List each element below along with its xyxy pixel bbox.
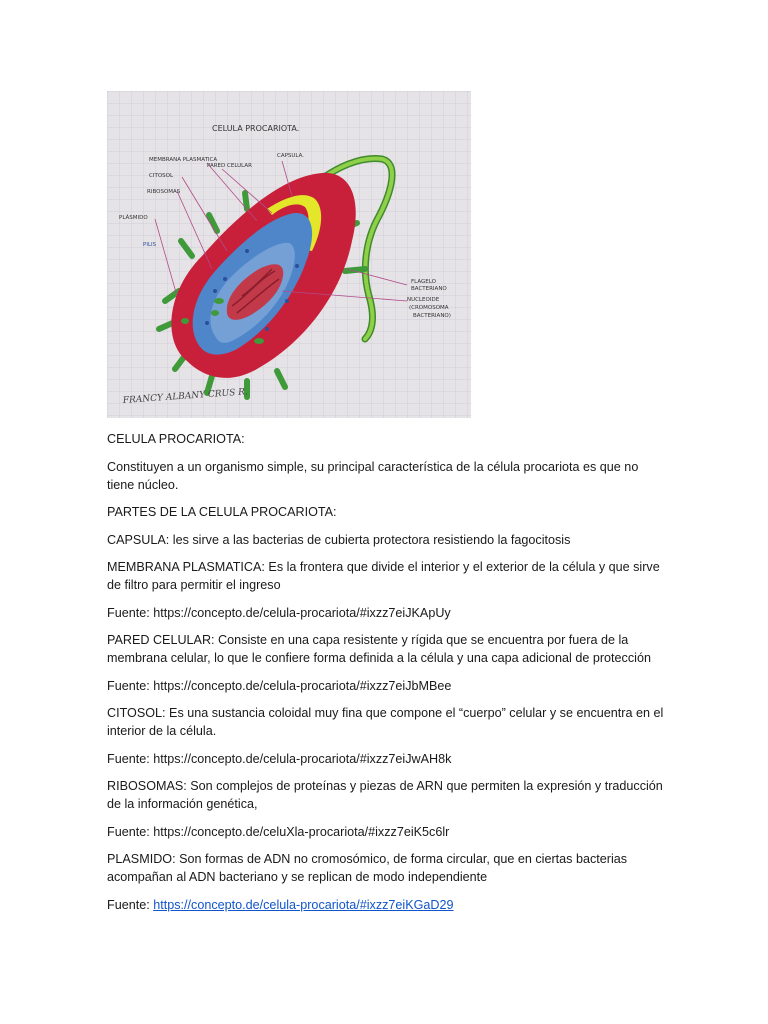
doc-ribosomas: RIBOSOMAS: Son complejos de proteínas y piezas de ARN que permiten la expresión y traducción de la información genética, bbox=[107, 779, 663, 811]
label-nucleoide-1: NUCLEOIDE bbox=[407, 297, 440, 303]
doc-fuente-4: Fuente: https://concepto.de/celuXla-procariota/#ixzz7eiK5c6lr bbox=[107, 824, 450, 839]
doc-parts-heading: PARTES DE LA CELULA PROCARIOTA: bbox=[107, 505, 337, 519]
label-pared: PARED CELULAR bbox=[207, 163, 252, 169]
doc-fuente-3: Fuente: https://concepto.de/celula-procariota/#ixzz7eiJwAH8k bbox=[107, 751, 452, 766]
doc-pared: PARED CELULAR: Consiste en una capa resistente y rígida que se encuentra por fuera de la membrana celular, lo que le confiere forma definida a la célula y una capa adicional de protección bbox=[107, 633, 651, 665]
label-capsula: CAPSULA. bbox=[277, 153, 305, 159]
label-ribosomas: RIBOSOMAS bbox=[147, 189, 181, 195]
document-body bbox=[107, 430, 667, 923]
doc-plasmido: PLASMIDO: Son formas de ADN no cromosómico, de forma circular, que en ciertas bacterias acompañan al ADN bacteriano y se replican de modo independiente bbox=[107, 852, 628, 884]
doc-fuente-1: Fuente: https://concepto.de/celula-procariota/#ixzz7eiJKApUy bbox=[107, 605, 451, 620]
label-membrana: MEMBRANA PLASMATICA bbox=[149, 157, 218, 163]
label-nucleoide-2: (CROMOSOMA bbox=[409, 305, 449, 311]
doc-fuente-5-prefix: Fuente: bbox=[107, 897, 154, 912]
doc-fuente-5 bbox=[107, 896, 667, 914]
label-citosol: CITOSOL bbox=[149, 173, 174, 179]
label-flagelo-2: BACTERIANO bbox=[411, 286, 447, 292]
drawing-title: CELULA PROCARIOTA. bbox=[212, 124, 300, 133]
drawing-signature: FRANCY ALBANY CRUS R. bbox=[122, 387, 249, 406]
doc-citosol: CITOSOL: Es una sustancia coloidal muy fina que compone el “cuerpo” celular y se encuentra en el interior de la célula. bbox=[107, 706, 664, 738]
prokaryotic-cell-drawing bbox=[107, 91, 471, 418]
source-link[interactable]: https://concepto.de/celula-procariota/#ixzz7eiKGaD29 bbox=[153, 897, 454, 912]
label-flagelo-1: FLAGELO bbox=[411, 279, 436, 285]
label-pilis: PILIS bbox=[143, 242, 157, 248]
doc-title: CELULA PROCARIOTA: bbox=[107, 432, 245, 446]
doc-intro: Constituyen a un organismo simple, su principal característica de la célula procariota es que no tiene núcleo. bbox=[107, 459, 639, 492]
label-nucleoide-3: BACTERIANO) bbox=[413, 313, 451, 319]
doc-membrana: MEMBRANA PLASMATICA: Es la frontera que divide el interior y el exterior de la célula y que sirve de filtro para permitir el ingreso bbox=[107, 560, 660, 592]
doc-fuente-2: Fuente: https://concepto.de/celula-procariota/#ixzz7eiJbMBee bbox=[107, 678, 452, 693]
doc-capsula: CAPSULA: les sirve a las bacterias de cubierta protectora resistiendo la fagocitosis bbox=[107, 532, 571, 547]
label-plasmido: PLÁSMIDO bbox=[119, 215, 148, 221]
